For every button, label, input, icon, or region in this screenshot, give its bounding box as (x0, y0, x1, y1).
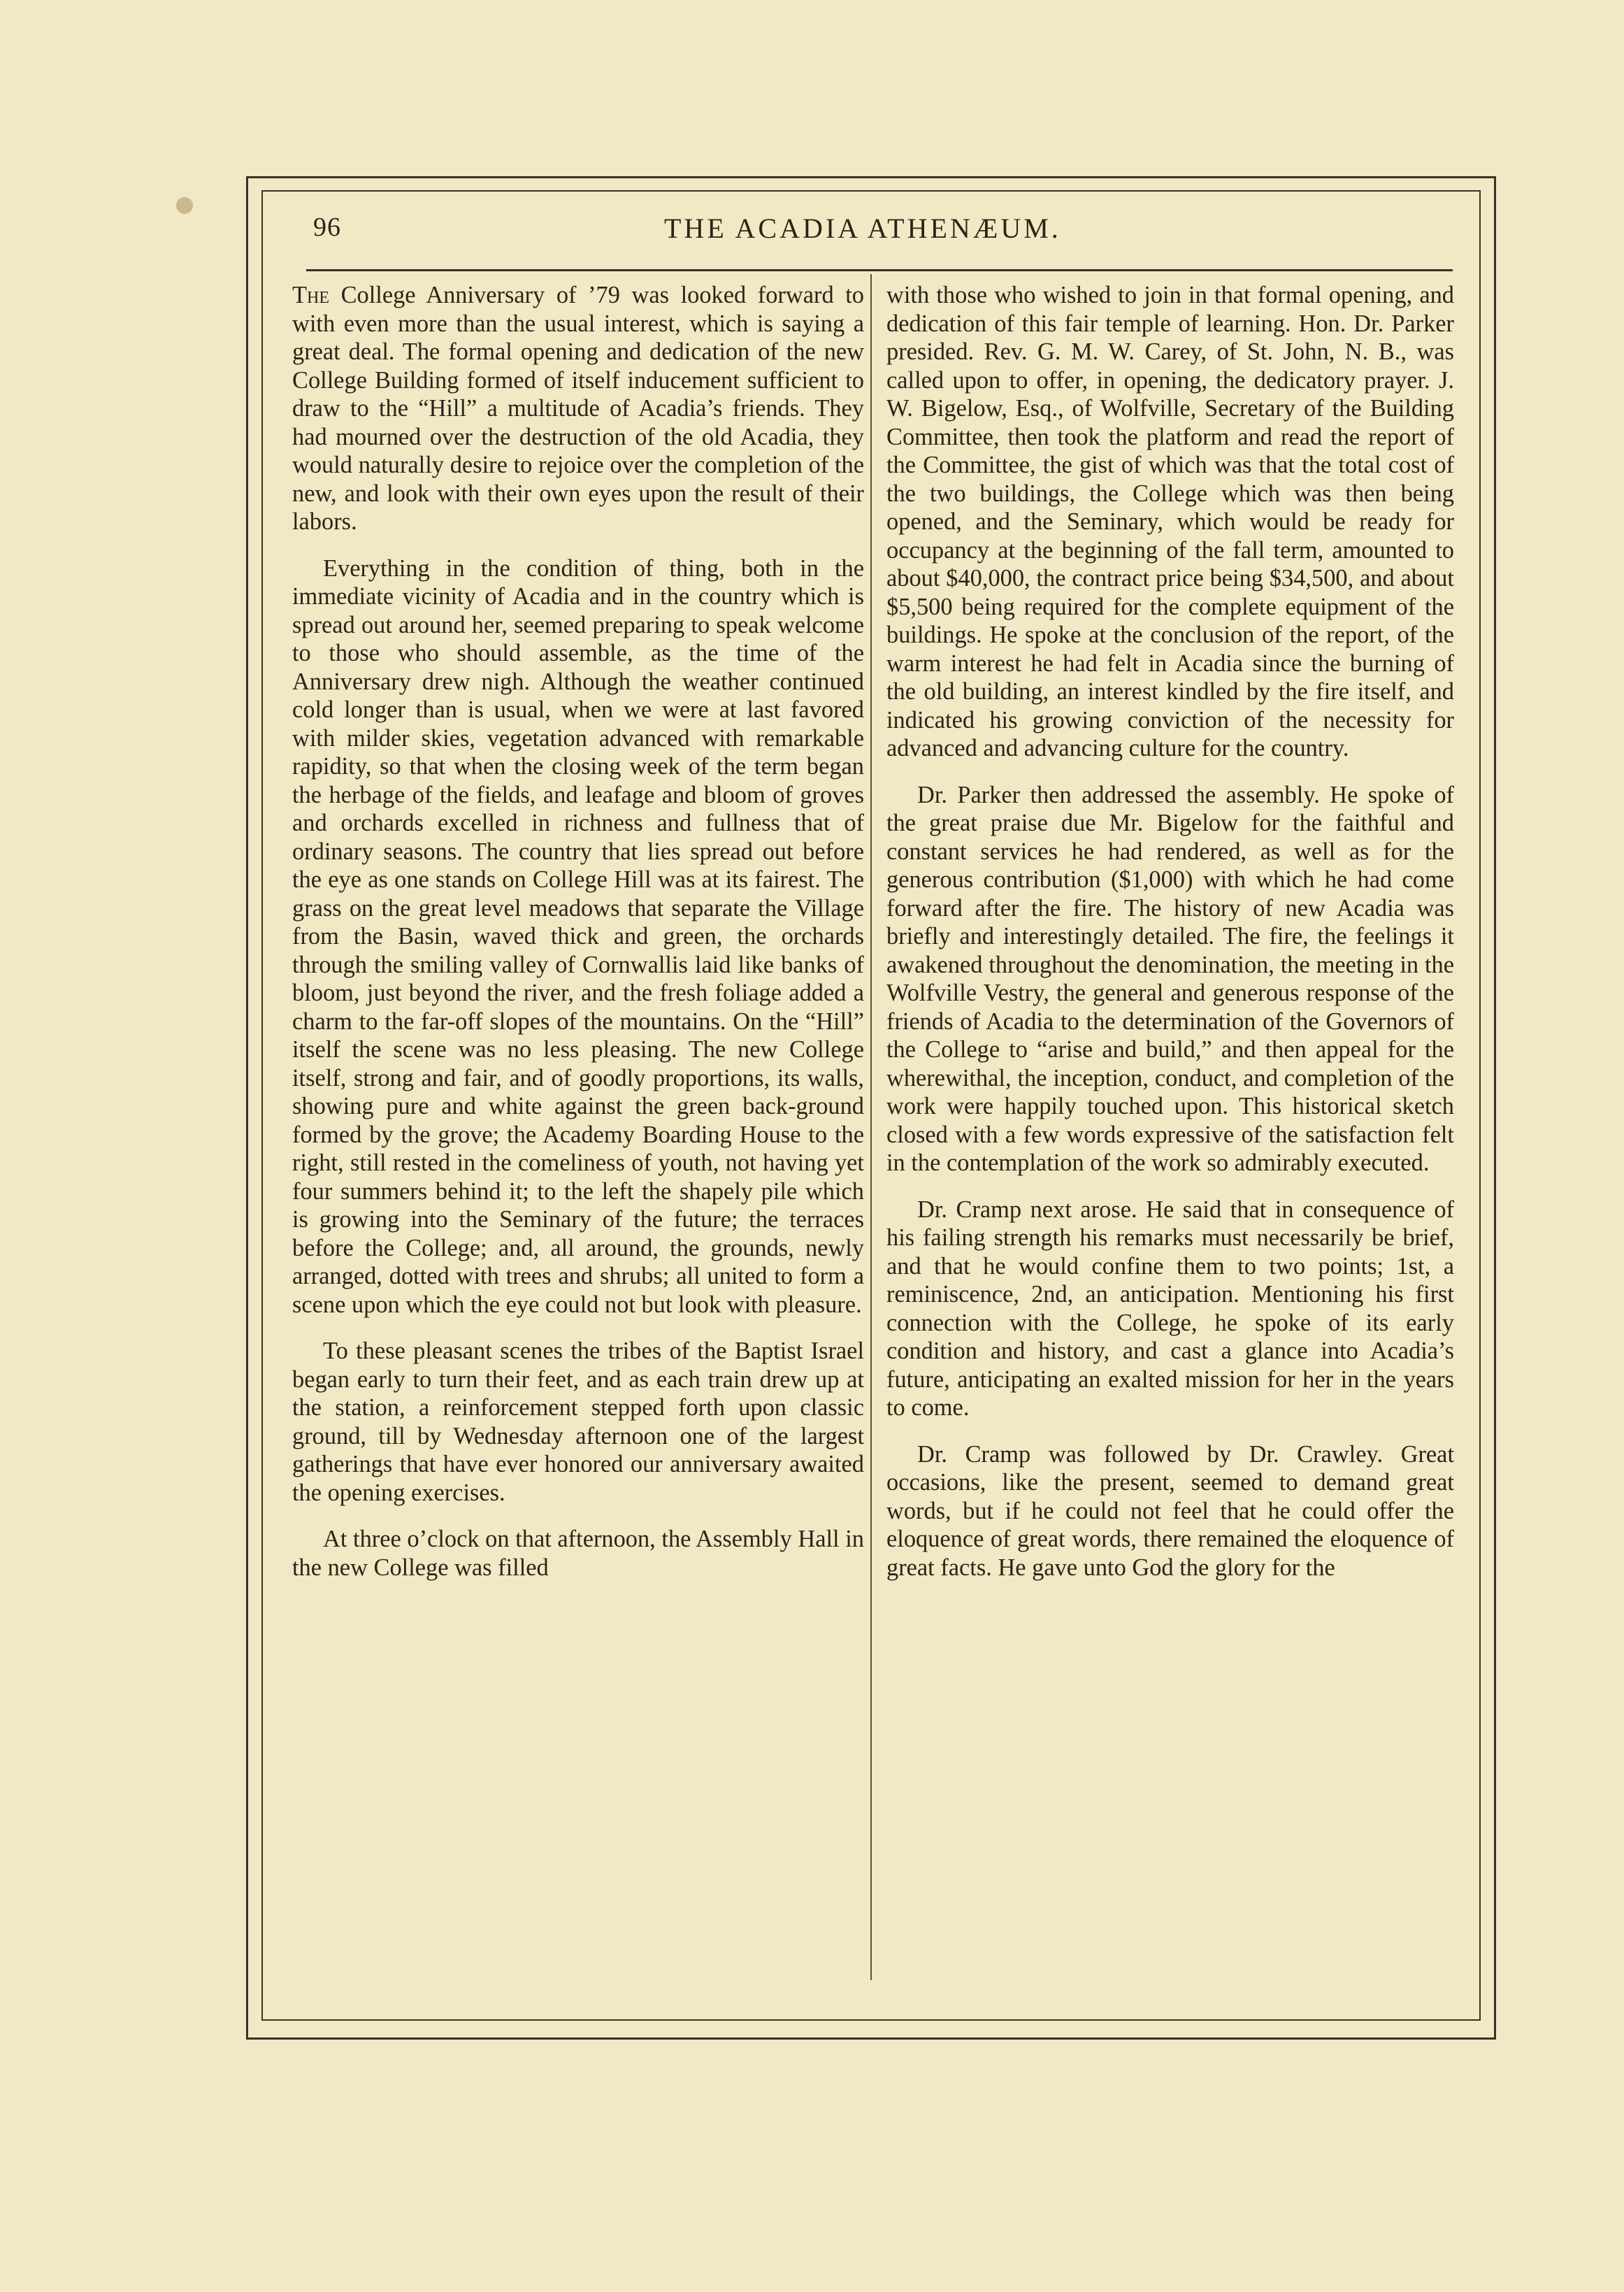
page-number: 96 (313, 213, 341, 242)
paragraph: Dr. Parker then addressed the assembly. He spoke of the great praise due Mr. Bigelow for the faithful and constant services he had rendered, as well as for the generous contribution ($1,000) with which he had come forward after the fire. The history of new Acadia was briefly and interestingly detailed. The fire, the feelings it awakened throughout the denomination, the meeting in the Wolfville Vestry, the general and generous response of the friends of Acadia to the determination of the Governors of the College to “arise and build,” and then appeal for the wherewithal, the inception, conduct, and completion of the work were happily touched upon. This historical sketch closed with a few words expressive of the satisfaction felt in the contemplation of the work so admirably executed. (886, 781, 1454, 1176)
ink-blot (176, 197, 193, 214)
paragraph-text: College Anniversary of ’79 was looked forward to with even more than the usual interest, which is saying a great deal. The formal opening and dedication of the new College Building formed of itself inducement sufficient to draw to the “Hill” a multitude of Acadia’s friends. They had mourned over the destruction of the old Acadia, they would naturally desire to rejoice over the completion of the new, and look with their own eyes upon the result of their labors. (292, 282, 864, 535)
paragraph: At three o’clock on that afternoon, the Assembly Hall in the new College was filled (292, 1526, 864, 1581)
paragraph: To these pleasant scenes the tribes of the Baptist Israel began early to turn their feet, and as each train drew up at the station, a reinforcement stepped forth upon classic ground, till by Wednesday afternoon one of the largest gatherings that have ever honored our anniversary awaited the opening exercises. (292, 1338, 864, 1506)
paragraph: Dr. Cramp was followed by Dr. Crawley. Great occasions, like the present, seemed to demand great words, but if he could not feel that he could offer the eloquence of great words, there remained the eloquence of great facts. He gave unto God the glory for the (886, 1440, 1454, 1581)
page-title: THE ACADIA ATHENÆUM. (664, 213, 1061, 244)
paragraph (292, 281, 864, 536)
column-divider (870, 274, 872, 1980)
right-column (886, 281, 1454, 1600)
lead-word: The (292, 282, 329, 308)
paragraph: Everything in the condition of thing, both in the immediate vicinity of Acadia and in the country which is spread out around her, seemed preparing to speak welcome to those who should assemble, as the time of the Anniversary drew nigh. Although the weather continued cold longer than is usual, when we were at last favored with milder skies, vegetation advanced with remarkable rapidity, so that when the closing week of the term began the herbage of the fields, and leafage and bloom of groves and orchards excelled in richness and fullness that of ordinary seasons. The country that lies spread out before the eye as one stands on College Hill was at its fairest. The grass on the great level meadows that separate the Village from the Basin, waved thick and green, the orchards through the smiling valley of Cornwallis laid like banks of bloom, just beyond the river, and the fresh foliage added a charm to the far-off slopes of the mountains. On the “Hill” itself the scene was no less pleasing. The new College itself, strong and fair, and of goodly proportions, its walls, showing pure and white against the green back-ground formed by the grove; the Academy Boarding House to the right, still rested in the comeliness of youth, not having yet four summers behind it; to the left the shapely pile which is growing into the Seminary of the future; the terraces before the College; and, all around, the grounds, newly arranged, dotted with trees and shrubs; all united to form a scene upon which the eye could not but look with pleasure. (292, 554, 864, 1318)
header-rule (306, 269, 1453, 271)
paragraph: with those who wished to join in that formal opening, and dedication of this fair temple of learning. Hon. Dr. Parker presided. Rev. G. M. W. Carey, of St. John, N. B., was called upon to offer, in opening, the dedicatory prayer. J. W. Bigelow, Esq., of Wolfville, Secretary of the Building Committee, then took the platform and read the report of the Committee, the gist of which was that the total cost of the two buildings, the College which was then being opened, and the Seminary, which would be ready for occupancy at the beginning of the fall term, amounted to about $40,000, the contract price being $34,500, and about $5,500 being required for the complete equipment of the buildings. He spoke at the conclusion of the report, of the warm interest he had felt in Acadia since the burning of the old building, an interest kindled by the fire itself, and indicated his growing conviction of the necessity for advanced and advancing culture for the country. (886, 282, 1454, 761)
left-column (292, 281, 864, 1600)
paragraph: Dr. Cramp next arose. He said that in consequence of his failing strength his remarks must necessarily be brief, and that he would confine them to two points; 1st, a reminiscence, 2nd, an anticipation. Mentioning his first connection with the College, he spoke of its early condition and history, and cast a glance into Acadia’s future, anticipating an exalted mission for her in the years to come. (886, 1196, 1454, 1421)
